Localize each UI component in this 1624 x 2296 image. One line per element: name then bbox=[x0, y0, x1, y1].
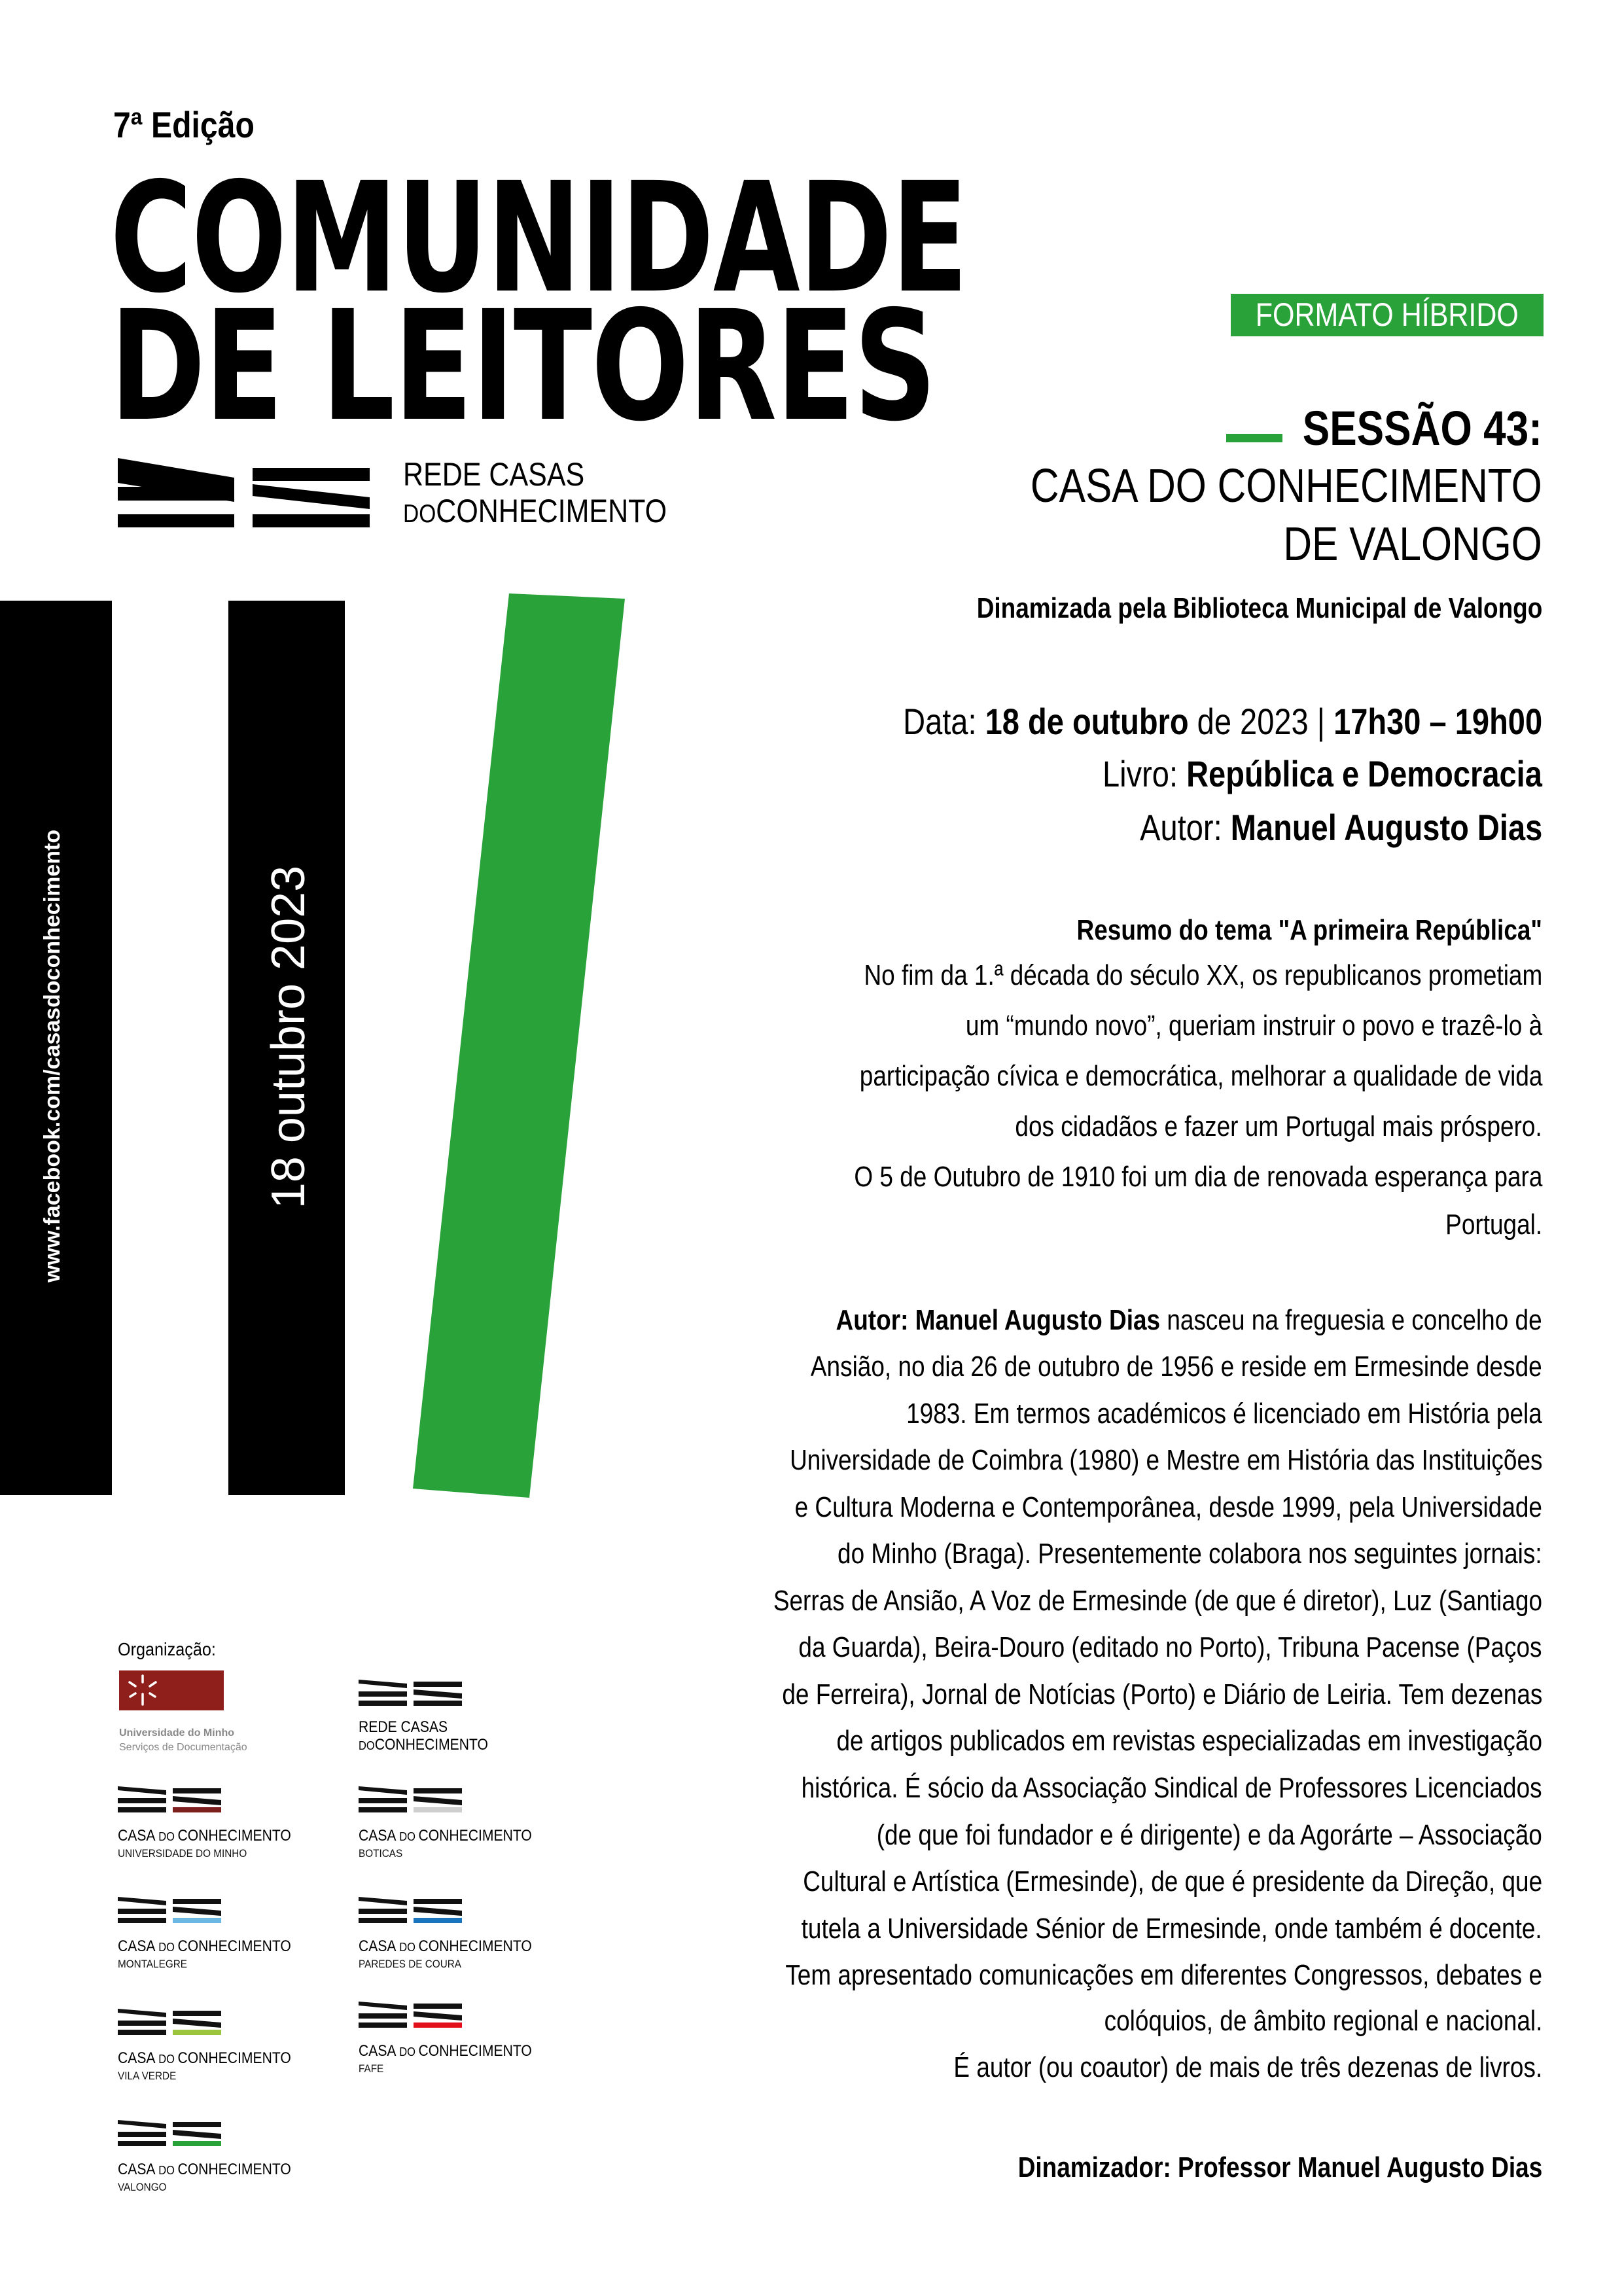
uminho-logo bbox=[119, 1670, 224, 1710]
bio-line: do Minho (Braga). Presentemente colabora nos seguintes jornais: bbox=[838, 1538, 1542, 1570]
bio-line: 1983. Em termos académicos é licenciado em História pela bbox=[906, 1398, 1542, 1430]
casa-accent-bar bbox=[414, 2022, 462, 2028]
rede-casas-small-logo-icon bbox=[359, 1680, 463, 1706]
casa-logo-title: CASA DO CONHECIMENTO bbox=[359, 1827, 532, 1845]
casa-logo-location: VILA VERDE bbox=[118, 2070, 177, 2082]
casa-logo-icon bbox=[359, 2002, 463, 2028]
event-book bbox=[1103, 752, 1542, 795]
logo-bar bbox=[253, 468, 370, 481]
page-title-line2: DE LEITORES bbox=[110, 278, 936, 455]
rede-small-do: DO bbox=[359, 1739, 375, 1752]
casa-logo-icon bbox=[118, 2120, 222, 2146]
session-dash bbox=[1226, 434, 1282, 442]
casa-logo-title: CASA DO CONHECIMENTO bbox=[118, 2161, 291, 2178]
casa-accent-bar bbox=[414, 1918, 462, 1923]
book-label: Livro: bbox=[1103, 753, 1187, 794]
rede-small-conhecimento: CONHECIMENTO bbox=[374, 1736, 488, 1754]
casa-accent-bar bbox=[173, 1807, 221, 1812]
casa-logo-location: UNIVERSIDADE DO MINHO bbox=[118, 1847, 247, 1860]
bio-line: colóquios, de âmbito regional e nacional. bbox=[1104, 2005, 1542, 2037]
session-venue-line2: DE VALONGO bbox=[1283, 518, 1542, 571]
logo-bar bbox=[118, 514, 234, 527]
casa-logo-icon bbox=[118, 1786, 222, 1812]
casa-logo-location: FAFE bbox=[359, 2062, 384, 2075]
casa-logo-icon bbox=[359, 1897, 463, 1923]
facilitator: Dinamizador: Professor Manuel Augusto Dias bbox=[1017, 2151, 1542, 2183]
uminho-star-icon bbox=[119, 1670, 224, 1710]
casa-logo-title: CASA DO CONHECIMENTO bbox=[118, 2049, 291, 2067]
rede-casas-line1: REDE CASAS bbox=[403, 456, 585, 493]
event-author bbox=[1140, 806, 1542, 849]
bio-author-name: Autor: Manuel Augusto Dias bbox=[836, 1304, 1161, 1336]
rede-small-line1: REDE CASAS bbox=[359, 1718, 448, 1736]
bio-line: de artigos publicados em revistas especializadas em investigação bbox=[836, 1725, 1542, 1757]
logo-bar bbox=[118, 487, 234, 501]
casa-logo-title: CASA DO CONHECIMENTO bbox=[118, 1937, 291, 1955]
bio-line: tutela a Universidade Sénior de Ermesinde, onde também é docente. bbox=[801, 1913, 1542, 1945]
rede-casas-logo-icon bbox=[118, 458, 370, 527]
vertical-date: 18 outubro 2023 bbox=[262, 865, 315, 1209]
logo-bar bbox=[253, 484, 370, 509]
casa-logo-icon bbox=[359, 1786, 463, 1812]
date-label: Data: bbox=[902, 701, 985, 742]
event-date bbox=[903, 700, 1542, 743]
summary-heading: Resumo do tema "A primeira República" bbox=[1076, 914, 1542, 946]
session-venue-line1: CASA DO CONHECIMENTO bbox=[1031, 460, 1542, 512]
bio-line: histórica. É sócio da Associação Sindical de Professores Licenciados bbox=[802, 1772, 1542, 1804]
edition-label: 7ª Edição bbox=[113, 104, 255, 145]
casa-logo-location: PAREDES DE COURA bbox=[359, 1958, 462, 1970]
summary-line: participação cívica e democrática, melhorar a qualidade de vida bbox=[859, 1060, 1542, 1092]
date-year: de 2023 | bbox=[1188, 701, 1333, 742]
summary-line: O 5 de Outubro de 1910 foi um dia de renovada esperança para bbox=[853, 1161, 1542, 1193]
summary-line: um “mundo novo”, queriam instruir o povo e trazê-lo à bbox=[965, 1010, 1542, 1042]
casa-logo-icon bbox=[118, 2009, 222, 2035]
event-time: 17h30 – 19h00 bbox=[1333, 701, 1542, 742]
summary-line: dos cidadãos e fazer um Portugal mais próspero. bbox=[1015, 1110, 1542, 1142]
uminho-name: Universidade do Minho bbox=[119, 1727, 235, 1739]
bio-line: Tem apresentado comunicações em diferentes Congressos, debates e bbox=[785, 1959, 1542, 1991]
rede-casas-conhecimento: CONHECIMENTO bbox=[436, 493, 667, 529]
bio-line: de Ferreira), Jornal de Notícias (Porto) e Diário de Leiria. Tem dezenas bbox=[781, 1678, 1542, 1710]
rede-casas-line2 bbox=[403, 495, 667, 527]
session-title: SESSÃO 43: bbox=[1302, 401, 1542, 455]
bio-line: É autor (ou coautor) de mais de três dezenas de livros. bbox=[953, 2051, 1542, 2083]
bio-lead: nasceu na freguesia e concelho de bbox=[1160, 1304, 1542, 1336]
summary-line: Portugal. bbox=[1445, 1209, 1542, 1241]
casa-accent-bar bbox=[414, 1807, 462, 1812]
rede-small-line2 bbox=[359, 1737, 488, 1753]
bio-line: da Guarda), Beira-Douro (editado no Porto), Tribuna Pacense (Paços bbox=[798, 1631, 1542, 1663]
casa-logo-location: BOTICAS bbox=[359, 1847, 403, 1860]
author-label: Autor: bbox=[1139, 807, 1231, 848]
bio-line: Serras de Ansião, A Voz de Ermesinde (de que é diretor), Luz (Santiago bbox=[773, 1585, 1542, 1617]
date-value: 18 de outubro bbox=[985, 701, 1189, 742]
bio-line: e Cultura Moderna e Contemporânea, desde 1999, pela Universidade bbox=[794, 1491, 1542, 1523]
bio-line: Cultural e Artística (Ermesinde), de que é presidente da Direção, que bbox=[803, 1865, 1542, 1898]
casa-logo-icon bbox=[118, 1897, 222, 1923]
logo-bar bbox=[253, 514, 370, 527]
session-hosted-by: Dinamizada pela Biblioteca Municipal de Valongo bbox=[976, 592, 1542, 624]
bio-line: Ansião, no dia 26 de outubro de 1956 e reside em Ermesinde desde bbox=[811, 1351, 1542, 1383]
casa-logo-title: CASA DO CONHECIMENTO bbox=[359, 1937, 532, 1955]
casa-accent-bar bbox=[173, 2141, 221, 2146]
green-bar-shape bbox=[413, 593, 625, 1498]
casa-logo-location: VALONGO bbox=[118, 2181, 167, 2193]
summary-line: No fim da 1.ª década do século XX, os republicanos prometiam bbox=[864, 959, 1542, 991]
casa-accent-bar bbox=[173, 1918, 221, 1923]
author-name: Manuel Augusto Dias bbox=[1230, 807, 1542, 848]
format-badge bbox=[1231, 294, 1544, 336]
casa-accent-bar bbox=[173, 2030, 221, 2035]
rede-casas-do: DO bbox=[403, 500, 436, 528]
bio-line: (de que foi fundador e é dirigente) e da Agorárte – Associação bbox=[876, 1819, 1542, 1851]
uminho-subtitle: Serviços de Documentação bbox=[119, 1742, 247, 1753]
bio-line bbox=[836, 1304, 1542, 1337]
casa-logo-title: CASA DO CONHECIMENTO bbox=[118, 1827, 291, 1845]
bio-line: Universidade de Coimbra (1980) e Mestre em História das Instituições bbox=[789, 1444, 1542, 1476]
format-badge-label: FORMATO HÍBRIDO bbox=[1255, 296, 1519, 333]
book-title: República e Democracia bbox=[1186, 753, 1542, 794]
organization-label: Organização: bbox=[118, 1639, 216, 1659]
facebook-link[interactable]: www.facebook.com/casasdoconhecimento bbox=[40, 829, 65, 1282]
casa-logo-title: CASA DO CONHECIMENTO bbox=[359, 2042, 532, 2060]
page-title-line1: COMUNIDADE bbox=[110, 150, 967, 327]
casa-logo-location: MONTALEGRE bbox=[118, 1958, 187, 1970]
